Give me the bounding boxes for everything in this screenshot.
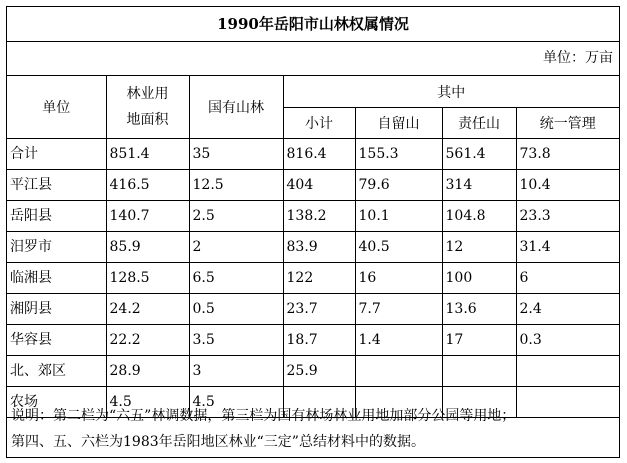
forest-ownership-table <box>7 75 619 418</box>
header-state-forest: 国有山林 <box>189 76 283 139</box>
table-row <box>7 139 619 170</box>
cell-responsibility: 314 <box>442 170 516 201</box>
cell-subtotal: 138.2 <box>283 201 355 232</box>
cell-subtotal: 816.4 <box>283 139 355 170</box>
cell-private-plot: 16 <box>355 263 442 294</box>
header-private-plot: 自留山 <box>355 108 442 139</box>
cell-land-area: 851.4 <box>106 139 189 170</box>
header-unified: 统一管理 <box>516 108 619 139</box>
cell-unified: 2.4 <box>516 294 619 325</box>
cell-subtotal: 404 <box>283 170 355 201</box>
cell-unified: 0.3 <box>516 325 619 356</box>
cell-unified: 6 <box>516 263 619 294</box>
cell-land-area: 85.9 <box>106 232 189 263</box>
cell-unit: 农场 <box>7 387 106 418</box>
cell-land-area: 128.5 <box>106 263 189 294</box>
cell-private-plot: 1.4 <box>355 325 442 356</box>
cell-land-area: 24.2 <box>106 294 189 325</box>
cell-private-plot: 7.7 <box>355 294 442 325</box>
cell-state-forest: 2 <box>189 232 283 263</box>
cell-unit: 合计 <box>7 139 106 170</box>
cell-responsibility <box>442 356 516 387</box>
cell-land-area: 140.7 <box>106 201 189 232</box>
table-body <box>7 139 619 418</box>
cell-unified: 10.4 <box>516 170 619 201</box>
unit-label: 单位：万亩 <box>543 50 613 66</box>
header-responsibility: 责任山 <box>442 108 516 139</box>
cell-unit: 华容县 <box>7 325 106 356</box>
header-of-which: 其中 <box>283 76 619 108</box>
cell-private-plot: 79.6 <box>355 170 442 201</box>
table-row <box>7 170 619 201</box>
cell-private-plot: 40.5 <box>355 232 442 263</box>
cell-responsibility: 100 <box>442 263 516 294</box>
cell-unit: 北、郊区 <box>7 356 106 387</box>
cell-unit: 汨罗市 <box>7 232 106 263</box>
notes <box>7 403 619 455</box>
cell-responsibility: 13.6 <box>442 294 516 325</box>
table-row <box>7 232 619 263</box>
table-row <box>7 263 619 294</box>
cell-state-forest: 4.5 <box>189 387 283 418</box>
cell-subtotal: 25.9 <box>283 356 355 387</box>
cell-unit: 岳阳县 <box>7 201 106 232</box>
cell-unit: 平江县 <box>7 170 106 201</box>
cell-subtotal: 83.9 <box>283 232 355 263</box>
cell-state-forest: 6.5 <box>189 263 283 294</box>
header-land-area <box>106 76 189 139</box>
cell-state-forest: 3.5 <box>189 325 283 356</box>
cell-private-plot: 10.1 <box>355 201 442 232</box>
cell-unit: 临湘县 <box>7 263 106 294</box>
header-subtotal: 小计 <box>283 108 355 139</box>
cell-state-forest: 0.5 <box>189 294 283 325</box>
cell-responsibility: 104.8 <box>442 201 516 232</box>
cell-unified: 23.3 <box>516 201 619 232</box>
cell-private-plot: 155.3 <box>355 139 442 170</box>
cell-unified: 31.4 <box>516 232 619 263</box>
cell-responsibility: 12 <box>442 232 516 263</box>
table-row <box>7 201 619 232</box>
cell-subtotal: 23.7 <box>283 294 355 325</box>
table-row <box>7 356 619 387</box>
cell-subtotal: 18.7 <box>283 325 355 356</box>
table-row <box>7 294 619 325</box>
notes-line1: 说明：第二栏为“六五”林调数据，第三栏为国有林场林业用地加部分公园等用地； <box>11 408 516 424</box>
header-land-area-line1: 林业用 <box>126 86 169 102</box>
cell-private-plot <box>355 356 442 387</box>
cell-responsibility: 17 <box>442 325 516 356</box>
cell-state-forest: 35 <box>189 139 283 170</box>
cell-unit: 湘阴县 <box>7 294 106 325</box>
cell-responsibility: 561.4 <box>442 139 516 170</box>
table-row <box>7 325 619 356</box>
cell-land-area: 416.5 <box>106 170 189 201</box>
cell-unified: 73.8 <box>516 139 619 170</box>
table-title: 1990年岳阳市山林权属情况 <box>7 7 619 42</box>
cell-state-forest: 12.5 <box>189 170 283 201</box>
cell-land-area: 22.2 <box>106 325 189 356</box>
cell-state-forest: 2.5 <box>189 201 283 232</box>
header-land-area-line2: 地面积 <box>126 112 169 128</box>
cell-land-area: 28.9 <box>106 356 189 387</box>
header-unit: 单位 <box>7 76 106 139</box>
cell-state-forest: 3 <box>189 356 283 387</box>
cell-unified <box>516 356 619 387</box>
cell-land-area: 4.5 <box>106 387 189 418</box>
cell-subtotal: 122 <box>283 263 355 294</box>
notes-line2: 第四、五、六栏为1983年岳阳地区林业“三定”总结材料中的数据。 <box>11 434 425 450</box>
table-frame <box>6 6 620 458</box>
